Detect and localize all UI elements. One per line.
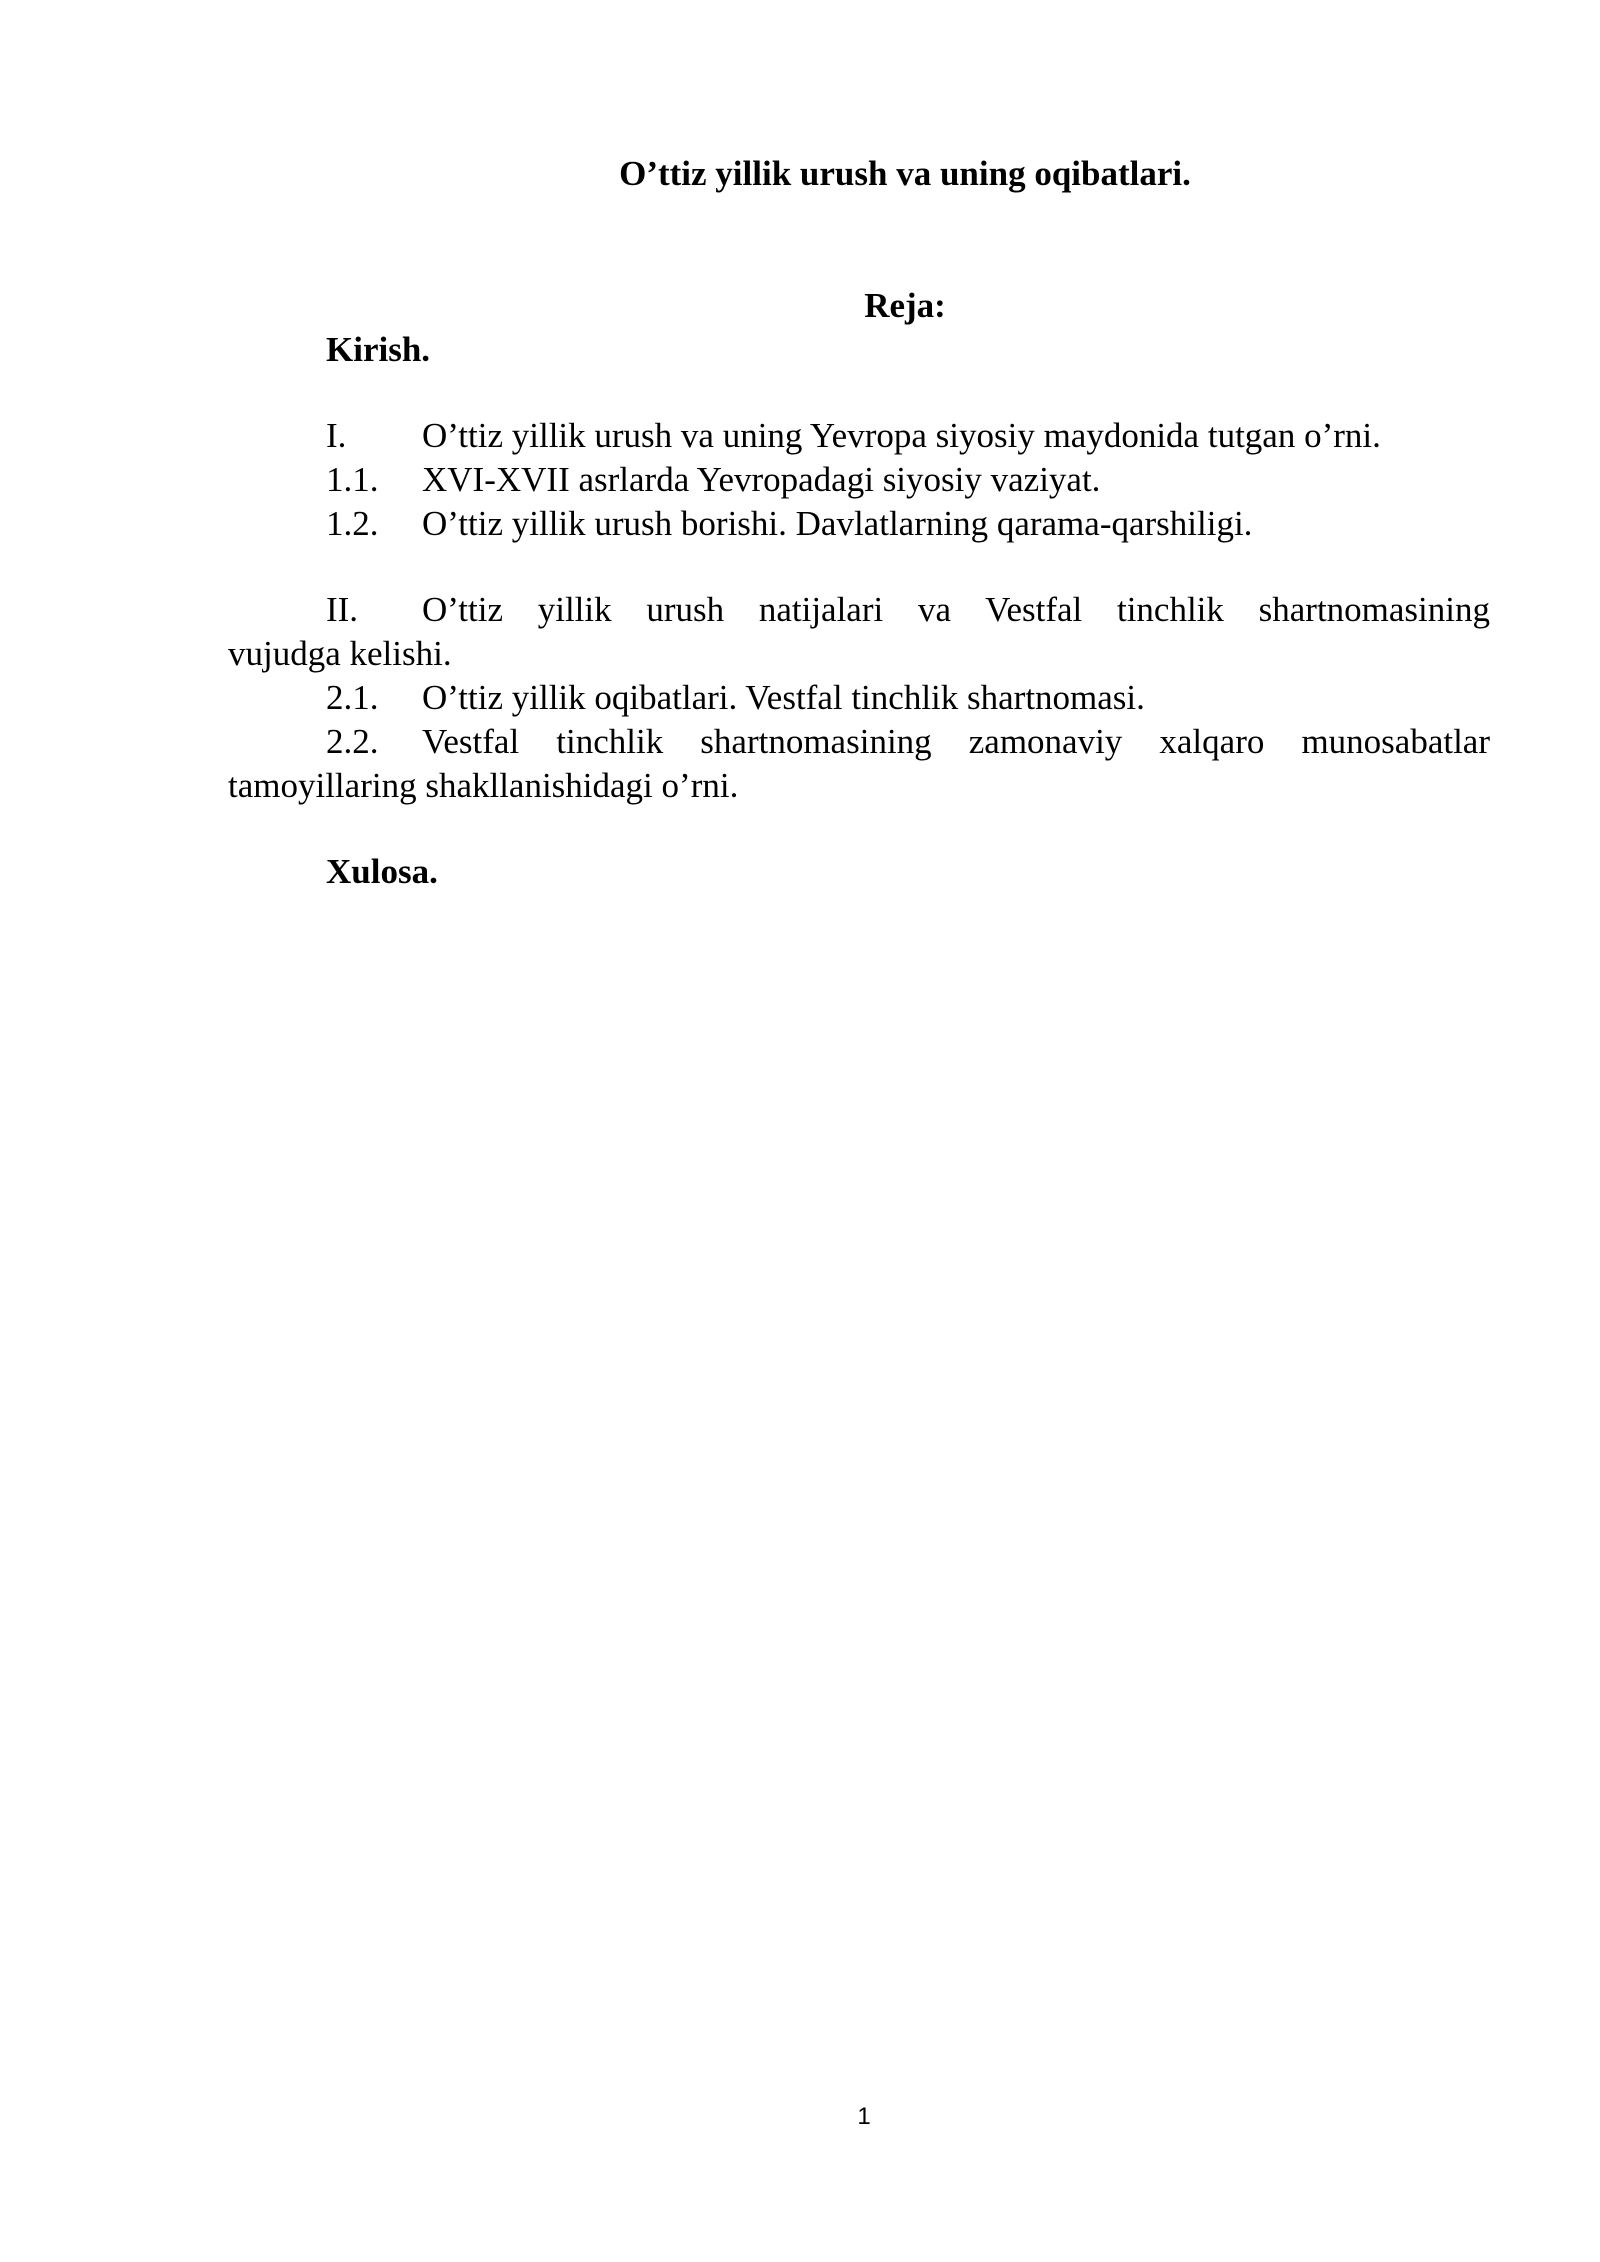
item-1-2-text: O’ttiz yillik urush borishi. Davlatlarning qarama-qarshiligi. (422, 504, 1253, 543)
chapter2-text-line1: O’ttiz yillik urush natijalari va Vestfal tinchlik shartnomasining (422, 590, 1490, 629)
document-title: O’ttiz yillik urush va uning oqibatlari. (619, 154, 1191, 193)
page-number: 1 (857, 2103, 871, 2130)
item-1-2-number: 1.2. (326, 504, 379, 543)
conclusion-heading: Xulosa. (326, 852, 438, 891)
item-1-1-number: 1.1. (326, 460, 379, 499)
item-2-2-number: 2.2. (326, 722, 379, 761)
chapter2-number: II. (326, 590, 359, 629)
item-2-2-line1 (228, 720, 1490, 764)
item-2-2-text-line2: tamoyillaring shakllanishidagi o’rni. (228, 766, 739, 805)
chapter2-line1 (228, 588, 1490, 632)
chapter1-number: I. (326, 416, 347, 455)
chapter1-line (326, 414, 1381, 458)
chapter1-text: O’ttiz yillik urush va uning Yevropa siyosiy maydonida tutgan o’rni. (422, 416, 1381, 455)
item-1-1-line (326, 458, 1100, 502)
item-1-1-text: XVI-XVII asrlarda Yevropadagi siyosiy vaziyat. (422, 460, 1101, 499)
plan-heading: Reja: (864, 286, 946, 325)
item-2-1-number: 2.1. (326, 678, 379, 717)
item-2-1-line (326, 676, 1145, 720)
item-2-1-text: O’ttiz yillik oqibatlari. Vestfal tinchlik shartnomasi. (422, 678, 1145, 717)
chapter2-text-line2: vujudga kelishi. (228, 634, 452, 673)
item-2-2-paragraph (228, 720, 1490, 808)
chapter2-paragraph (228, 588, 1490, 676)
intro-heading: Kirish. (326, 330, 431, 369)
item-1-2-line (326, 502, 1252, 546)
item-2-2-text-line1: Vestfal tinchlik shartnomasining zamonaviy xalqaro munosabatlar (422, 722, 1490, 761)
